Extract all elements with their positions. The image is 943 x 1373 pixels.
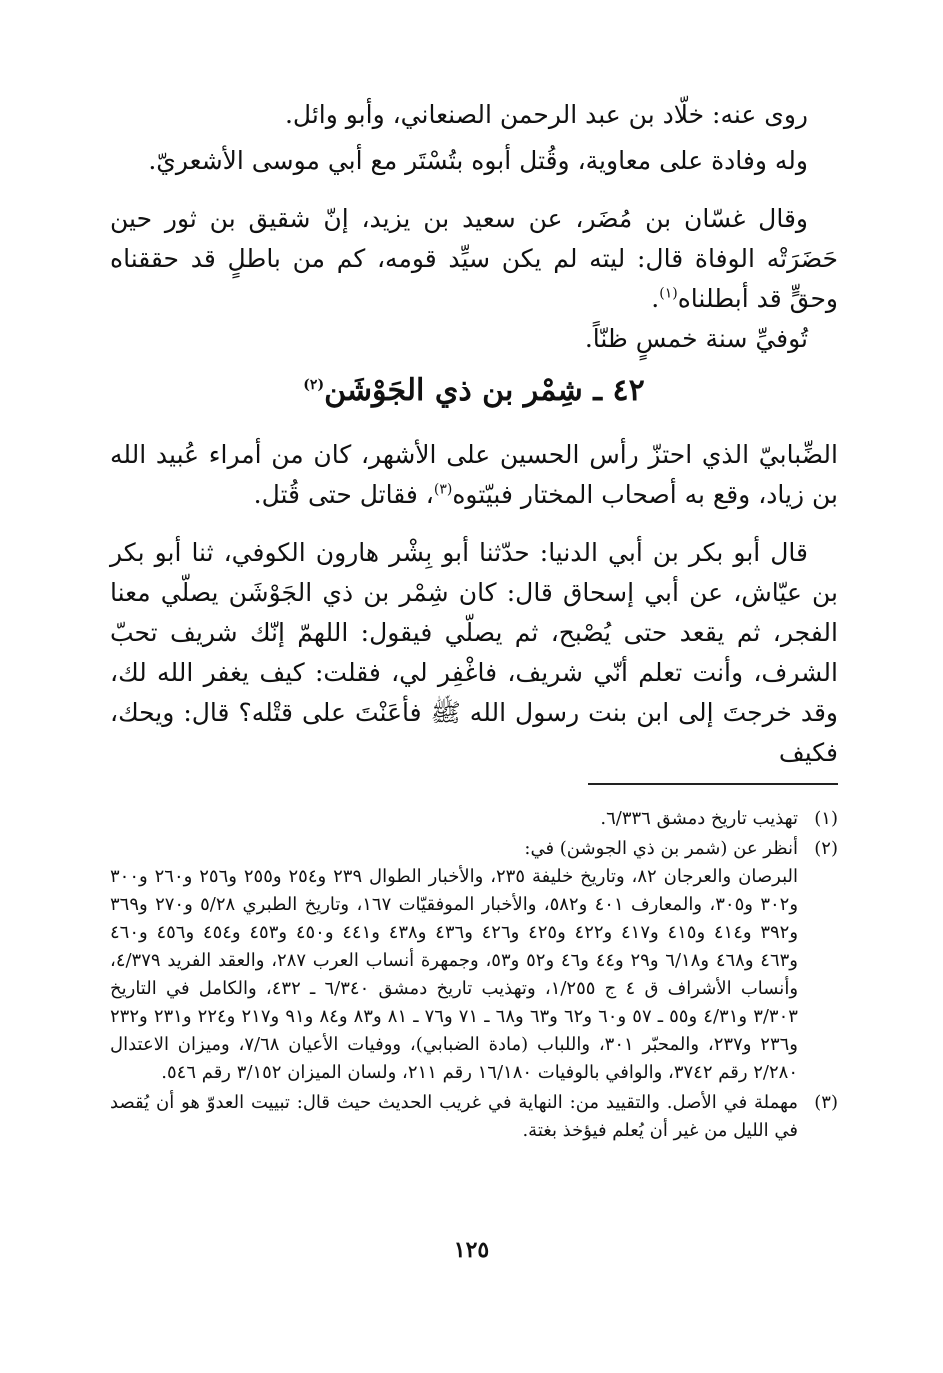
paragraph-dibabi-end: ، فقاتل حتى قُتل. xyxy=(253,480,434,509)
footnote-text: أنظر عن (شمر بن ذي الجوشن) في: xyxy=(524,838,798,859)
paragraph-delegation: وله وفادة على معاوية، وقُتل أبوه بتُسْتَر مع أبي موسى الأشعريّ. xyxy=(148,146,808,175)
paragraph-dibabi-text: الضِّبابيّ الذي احتزّ رأس الحسين على الأشهر، كان من أمراء عُبيد الله بن زياد، وقع به أصحاب المختار فبيّتوه xyxy=(110,440,838,509)
page-number: ١٢٥ xyxy=(453,1237,490,1263)
footnote-text: تهذيب تاريخ دمشق ٦/٣٣٦. xyxy=(600,808,798,829)
paragraph-ghassan-end: . xyxy=(651,284,660,313)
footnote-ref-2: (٢) xyxy=(303,377,325,393)
footnote-text: مهملة في الأصل. والتقييد من: النهاية في غريب الحديث حيث قال: تبييت العدوّ هو أن يُقصد في الليل من غير أن يُعلم فيؤخذ بغتة. xyxy=(110,1092,798,1141)
footnote-number: (٣) xyxy=(814,1092,838,1113)
footnotes xyxy=(110,805,838,1147)
paragraph-narrators: روى عنه: خلّاد بن عبد الرحمن الصنعاني، وأبو وائل. xyxy=(284,100,808,129)
footnote-number: (٢) xyxy=(814,838,838,859)
footnote-separator xyxy=(588,783,838,785)
paragraph-dibabi xyxy=(110,435,838,515)
main-text xyxy=(110,95,838,773)
footnote-ref-3: (٣) xyxy=(433,481,453,498)
paragraph-death: تُوفيِّ سنة خمسٍ ظنّاً. xyxy=(584,324,808,353)
footnote-sources-list: البرصان والعرجان ٨٢، وتاريخ خليفة ٢٣٥، والأخبار الطوال ٢٣٩ و٢٥٤ و٢٥٥ و٢٥٦ و٢٦٠ و٣٠٠ و٣٠٢ و٣٠٥، والمعارف ٤٠١ و٥٨٢، والأخبار الموفقيّات ١٦٧، وتاريخ الطبري ٥/٢٨ و٢٧٠ و٣٦٩ و٣٩٢ و٤١٤ و٤١٥ و٤١٧ و٤٢٢ و٤٢٥ و٤٢٦ و٤٣٦ و٤٣٨ و٤٤١ و٤٥٠ و٤٥٣ و٤٥٤ و٤٥٦ و٤٦٠ و٤٦٣ و٤٦٨ و٦/١٨ و٢٩ و٤٤ و٤٦ و٥٢ و٥٣، وجمهرة أنساب العرب ٢٨٧، والعقد الفريد ٤/٣٧٩، وأنساب الأشراف ق ٤ ج ١/٢٥٥، وتهذيب تاريخ دمشق ٦/٣٤٠ ـ ٤٣٢، والكامل في التاريخ ٣/٣٠٣ و٤/٣١ و٥٥ ـ ٥٧ و٦٠ و٦٢ و٦٣ و٦٨ ـ ٧١ و٧٦ ـ ٨١ و٨٣ و٨٤ و٩١ و٢١٧ و٢٢٤ و٢٣١ و٢٣٢ و٢٣٦ و٢٣٧، والمحبّر ٣٠١، واللباب (مادة الضبابي)، ووفيات الأعيان ٧/٦٨، وميزان الاعتدال ٢/٢٨٠ رقم ٣٧٤٢، والوافي بالوفيات ١٦/١٨٠ رقم ٢١١، ولسان الميزان ٣/١٥٢ رقم ٥٤٦. xyxy=(110,866,799,1083)
paragraph-ibn-abi-dunya: قال أبو بكر بن أبي الدنيا: حدّثنا أبو بِشْر هارون الكوفي، ثنا أبو بكر بن عيّاش، عن أبي إسحاق قال: كان شِمْر بن ذي الجَوْشَن يصلّي معنا الفجر، ثم يقعد حتى يُصْبح، ثم يصلّي فيقول: اللهمّ إنّك شريف تحبّ الشرف، وأنت تعلم أنّي شريف، فاغْفِر لي، فقلت: كيف يغفر الله لك، وقد خرجتَ إلى ابن بنت رسول الله ﷺ فأعَنْتَ على قتْله؟ قال: ويحك، فكيف xyxy=(110,538,838,767)
paragraph-ghassan-text: وقال غسّان بن مُضَر، عن سعيد بن يزيد، إنّ شقيق بن ثور حين حَضَرَتْه الوفاة قال: ليته لم يكن سيِّد قومه، كم من باطلٍ قد حققناه وحقٍّ قد أبطلناه xyxy=(110,204,838,313)
entry-heading xyxy=(110,369,838,413)
footnote-number: (١) xyxy=(814,808,838,829)
paragraph-ghassan-quote xyxy=(110,199,838,319)
footnote-1 xyxy=(110,805,838,833)
entry-heading-text: ٤٢ ـ شِمْر بن ذي الجَوْشَن xyxy=(324,373,645,408)
footnote-2 xyxy=(110,835,838,1087)
footnote-3 xyxy=(110,1089,838,1145)
footnote-ref-1: (١) xyxy=(659,285,678,302)
